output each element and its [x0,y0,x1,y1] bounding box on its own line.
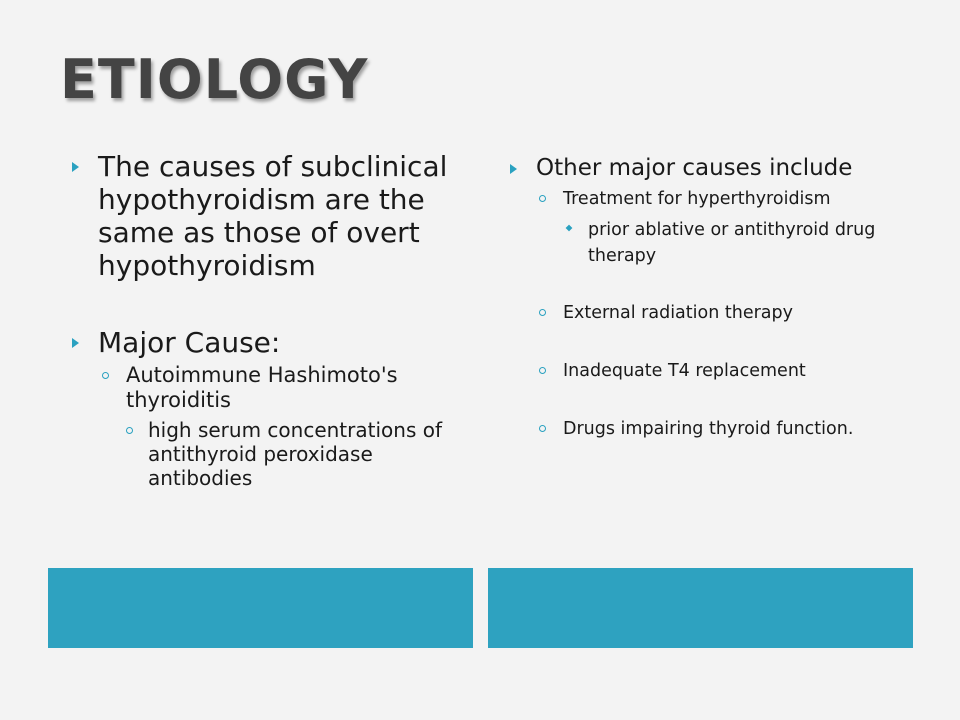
diamond-bullet-icon [566,225,573,232]
sub-bullet-radiation-text: External radiation therapy [563,303,793,323]
bullet-causes-text: The causes of subclinical hypothyroidism are the same as those of overt hypothyroidism [98,150,448,282]
sub-bullet-treatment [508,187,908,211]
footer-box-right [488,568,913,648]
sub-bullet-hashimoto [70,363,470,413]
circle-bullet-icon [102,372,109,379]
circle-bullet-icon [539,367,546,374]
sub-sub-bullet-ablative [508,217,908,269]
triangle-bullet-icon [72,162,79,172]
right-column [508,150,908,441]
sub-bullet-radiation [508,301,908,325]
circle-bullet-icon [539,309,546,316]
footer-box-left [48,568,473,648]
bullet-other-causes [508,154,908,182]
bullet-major-cause [70,326,470,359]
circle-bullet-icon [126,427,133,434]
circle-bullet-icon [539,425,546,432]
sub-bullet-treatment-text: Treatment for hyperthyroidism [563,189,831,209]
sub-bullet-drugs [508,417,908,441]
bullet-causes [70,150,470,282]
sub-bullet-t4-text: Inadequate T4 replacement [563,361,806,381]
left-column [70,150,470,490]
sub-bullet-drugs-text: Drugs impairing thyroid function. [563,419,854,439]
sub-sub-bullet-antibodies-text: high serum concentrations of antithyroid peroxidase antibodies [148,418,442,490]
bullet-major-cause-text: Major Cause: [98,326,281,359]
triangle-bullet-icon [510,164,517,174]
sub-sub-bullet-antibodies [70,418,470,490]
sub-bullet-hashimoto-text: Autoimmune Hashimoto's thyroiditis [126,363,398,412]
circle-bullet-icon [539,195,546,202]
bullet-other-causes-text: Other major causes include [536,155,853,181]
slide-title: ETIOLOGY [60,48,369,111]
sub-sub-bullet-ablative-text: prior ablative or antithyroid drug therapy [588,220,876,266]
triangle-bullet-icon [72,338,79,348]
sub-bullet-t4 [508,359,908,383]
